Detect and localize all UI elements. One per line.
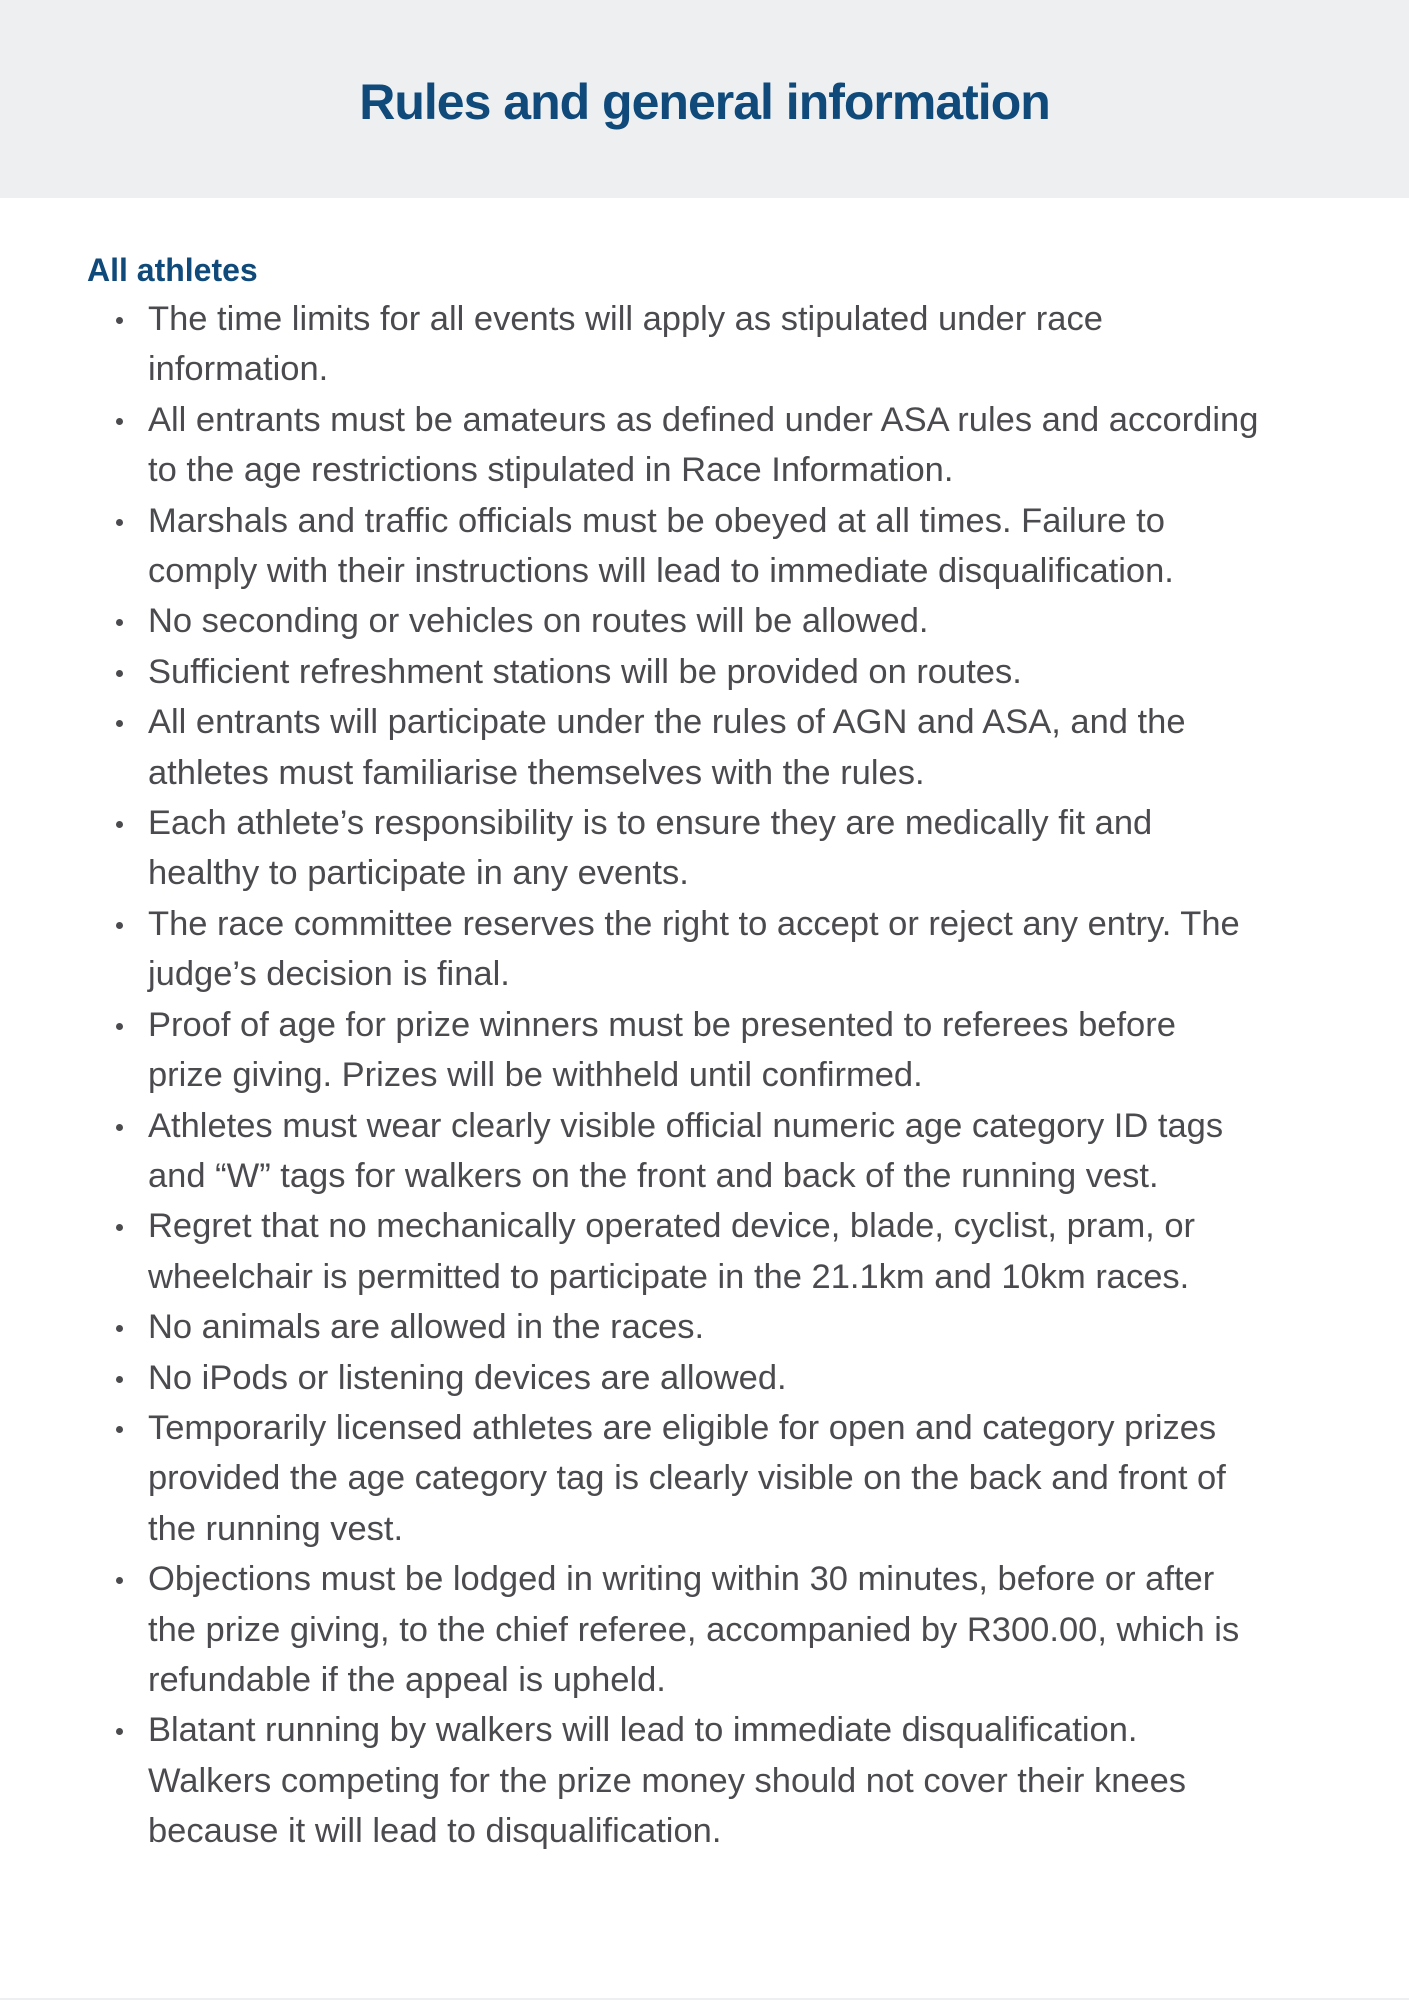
rule-text-line: prize giving. Prizes will be withheld until confirmed.	[148, 1056, 923, 1095]
rule-text-line: Each athlete’s responsibility is to ensure they are medically fit and	[148, 804, 1153, 843]
rule-item	[148, 798, 1348, 899]
rule-text-line: No animals are allowed in the races.	[148, 1308, 705, 1347]
rule-item	[148, 1302, 1348, 1352]
rule-text-line: Proof of age for prize winners must be presented to referees before	[148, 1005, 1176, 1044]
rule-text-line: No seconding or vehicles on routes will be allowed.	[148, 602, 929, 641]
rule-item	[148, 1403, 1348, 1554]
rule-text-line: to the age restrictions stipulated in Race Information.	[148, 451, 954, 490]
rule-text-line: the running vest.	[148, 1509, 404, 1548]
rule-text-line: Regret that no mechanically operated device, blade, cyclist, pram, or	[148, 1207, 1196, 1246]
rule-text-line: healthy to participate in any events.	[148, 854, 689, 893]
rule-item	[148, 1554, 1348, 1705]
rule-text-line: judge’s decision is final.	[148, 955, 510, 994]
rule-item	[148, 1201, 1348, 1302]
rule-item	[148, 1353, 1348, 1403]
rule-text-line: athletes must familiarise themselves with the rules.	[148, 753, 925, 792]
rule-item	[148, 294, 1348, 395]
rule-text-line: Athletes must wear clearly visible official numeric age category ID tags	[148, 1106, 1224, 1145]
rule-item	[148, 496, 1348, 597]
rule-text-line: information.	[148, 350, 329, 389]
rule-item	[148, 647, 1348, 697]
rule-text-line: The race committee reserves the right to accept or reject any entry. The	[148, 904, 1240, 943]
rule-text-line: because it will lead to disqualification.	[148, 1812, 722, 1851]
rule-text-line: Objections must be lodged in writing within 30 minutes, before or after	[148, 1560, 1215, 1599]
rule-text-line: provided the age category tag is clearly visible on the back and front of	[148, 1459, 1226, 1498]
rule-item	[148, 596, 1348, 646]
rule-text-line: Walkers competing for the prize money should not cover their knees	[148, 1761, 1187, 1800]
rule-text-line: Temporarily licensed athletes are eligible for open and category prizes	[148, 1408, 1217, 1447]
rule-text-line: Sufficient refreshment stations will be provided on routes.	[148, 652, 1022, 691]
rules-list	[148, 294, 1348, 1857]
rule-item	[148, 1000, 1348, 1101]
page-title: Rules and general information	[359, 74, 1050, 130]
rule-text-line: and “W” tags for walkers on the front and back of the running vest.	[148, 1156, 1159, 1195]
rule-item	[148, 1705, 1348, 1856]
section-heading: All athletes	[87, 252, 258, 288]
rule-text-line: All entrants will participate under the rules of AGN and ASA, and the	[148, 703, 1186, 742]
rule-text-line: The time limits for all events will apply as stipulated under race	[148, 300, 1103, 338]
rule-item	[148, 899, 1348, 1000]
rule-text-line: Blatant running by walkers will lead to immediate disqualification.	[148, 1711, 1138, 1750]
rule-text-line: All entrants must be amateurs as defined under ASA rules and according	[148, 400, 1259, 439]
rule-text-line: refundable if the appeal is upheld.	[148, 1660, 666, 1699]
rule-text-line: No iPods or listening devices are allowed.	[148, 1358, 787, 1397]
rule-item	[148, 697, 1348, 798]
rule-item	[148, 1101, 1348, 1202]
rule-text-line: the prize giving, to the chief referee, accompanied by R300.00, which is	[148, 1610, 1240, 1649]
rule-text-line: wheelchair is permitted to participate in the 21.1km and 10km races.	[148, 1257, 1190, 1296]
rule-text-line: comply with their instructions will lead to immediate disqualification.	[148, 552, 1174, 591]
rule-text-line: Marshals and traffic officials must be obeyed at all times. Failure to	[148, 501, 1165, 540]
rule-item	[148, 395, 1348, 496]
